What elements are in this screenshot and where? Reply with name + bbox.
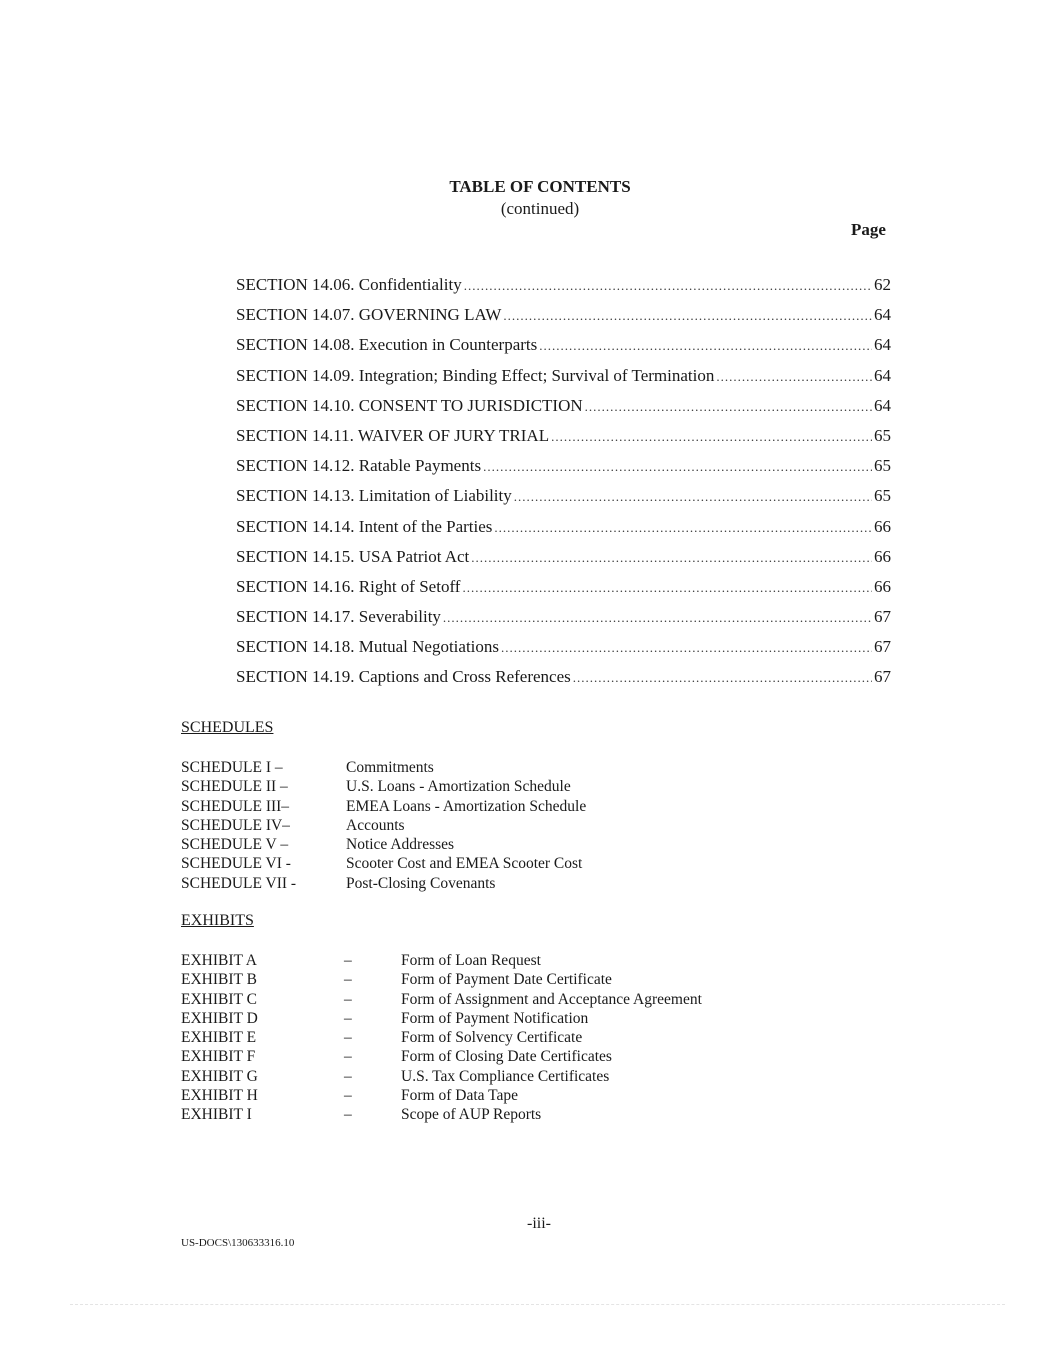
toc-dot-leader	[483, 459, 872, 475]
document-id: US-DOCS\130633316.10	[181, 1237, 295, 1249]
schedule-description: Accounts	[346, 816, 405, 834]
toc-entry-title: SECTION 14.16. Right of Setoff	[236, 576, 461, 596]
toc-entry-page: 64	[874, 335, 891, 355]
toc-entry-title: SECTION 14.13. Limitation of Liability	[236, 486, 512, 506]
exhibit-dash: –	[344, 952, 352, 969]
toc-dot-leader	[503, 308, 872, 324]
exhibit-label: EXHIBIT B	[181, 971, 257, 989]
toc-entry-title: SECTION 14.18. Mutual Negotiations	[236, 637, 500, 657]
exhibit-dash: –	[344, 1067, 352, 1085]
toc-dot-leader	[462, 580, 872, 596]
scan-edge-divider	[70, 1304, 1005, 1305]
toc-entry-title: SECTION 14.09. Integration; Binding Effect; Survival of Termination	[236, 365, 715, 385]
toc-dot-leader	[573, 670, 872, 686]
exhibit-dash: –	[344, 1106, 352, 1124]
toc-dot-leader	[716, 369, 872, 385]
toc-entry-page: 66	[874, 546, 891, 566]
toc-dot-leader	[585, 399, 872, 415]
schedule-description: U.S. Loans - Amortization Schedule	[346, 778, 571, 796]
exhibit-description: Form of Solvency Certificate	[401, 1029, 583, 1047]
toc-dot-leader	[539, 338, 872, 354]
exhibit-description: Form of Assignment and Acceptance Agreement	[401, 990, 702, 1008]
toc-entry-page: 66	[874, 516, 891, 536]
schedule-label: SCHEDULE VII -	[181, 874, 297, 892]
toc-entry	[236, 577, 891, 607]
schedule-description: Notice Addresses	[346, 836, 455, 854]
schedule-description: Commitments	[346, 759, 434, 776]
schedule-label: SCHEDULE II –	[181, 778, 288, 796]
toc-entry	[236, 275, 891, 305]
schedule-item	[181, 816, 586, 835]
exhibit-label: EXHIBIT F	[181, 1048, 256, 1066]
exhibit-label: EXHIBIT G	[181, 1067, 258, 1085]
page-column-label: Page	[851, 220, 886, 239]
toc-entry-title: SECTION 14.14. Intent of the Parties	[236, 516, 493, 536]
schedule-item	[181, 874, 586, 893]
exhibit-label: EXHIBIT H	[181, 1087, 258, 1105]
toc-dot-leader	[464, 278, 872, 294]
toc-subtitle: (continued)	[500, 199, 580, 218]
toc-dot-leader	[471, 550, 872, 566]
toc-entry	[236, 607, 891, 637]
toc-list	[236, 275, 891, 698]
exhibit-item	[181, 1047, 702, 1066]
toc-dot-leader	[551, 429, 872, 445]
exhibit-item	[181, 1105, 702, 1124]
toc-entry-page: 65	[874, 456, 891, 476]
schedules-heading: SCHEDULES	[181, 719, 274, 736]
toc-entry-title: SECTION 14.15. USA Patriot Act	[236, 546, 470, 566]
toc-entry-title: SECTION 14.07. GOVERNING LAW	[236, 305, 502, 325]
toc-entry-title: SECTION 14.10. CONSENT TO JURISDICTION	[236, 395, 583, 415]
exhibit-label: EXHIBIT I	[181, 1106, 252, 1124]
schedule-description: Post-Closing Covenants	[346, 874, 496, 892]
exhibit-dash: –	[344, 1048, 352, 1066]
exhibit-item	[181, 1086, 702, 1105]
schedule-description: EMEA Loans - Amortization Schedule	[346, 797, 587, 815]
exhibit-label: EXHIBIT C	[181, 990, 257, 1008]
toc-title: TABLE OF CONTENTS	[449, 177, 631, 196]
toc-entry-title: SECTION 14.08. Execution in Counterparts	[236, 335, 538, 355]
schedule-item	[181, 797, 586, 816]
schedule-label: SCHEDULE I –	[181, 759, 283, 776]
exhibit-description: Form of Payment Date Certificate	[401, 971, 612, 989]
exhibit-description: Form of Closing Date Certificates	[401, 1048, 612, 1066]
schedule-label: SCHEDULE III–	[181, 797, 290, 815]
exhibit-description: U.S. Tax Compliance Certificates	[401, 1067, 610, 1085]
exhibit-dash: –	[344, 1029, 352, 1047]
exhibit-label: EXHIBIT A	[181, 952, 257, 969]
schedule-label: SCHEDULE VI -	[181, 855, 291, 873]
toc-entry-page: 67	[874, 667, 891, 687]
toc-entry	[236, 517, 891, 547]
schedule-item	[181, 854, 586, 873]
exhibit-description: Form of Loan Request	[401, 952, 541, 969]
toc-entry-page: 67	[874, 637, 891, 657]
toc-entry	[236, 667, 891, 697]
toc-dot-leader	[443, 610, 872, 626]
toc-entry-title: SECTION 14.17. Severability	[236, 607, 441, 627]
toc-entry	[236, 335, 891, 365]
exhibit-dash: –	[344, 971, 352, 989]
toc-entry-page: 66	[874, 576, 891, 596]
toc-entry	[236, 637, 891, 667]
toc-entry-title: SECTION 14.19. Captions and Cross References	[236, 667, 571, 687]
schedule-label: SCHEDULE V –	[181, 836, 289, 854]
toc-dot-leader	[514, 489, 872, 505]
exhibit-item	[181, 1067, 702, 1086]
toc-entry-title: SECTION 14.12. Ratable Payments	[236, 456, 482, 476]
toc-entry-page: 64	[874, 395, 891, 415]
toc-dot-leader	[494, 520, 872, 536]
exhibit-description: Scope of AUP Reports	[401, 1106, 542, 1124]
toc-entry	[236, 366, 891, 396]
toc-entry-title: SECTION 14.06. Confidentiality	[236, 275, 462, 294]
toc-entry-title: SECTION 14.11. WAIVER OF JURY TRIAL	[236, 425, 550, 445]
toc-entry-page: 64	[874, 305, 891, 325]
exhibit-label: EXHIBIT D	[181, 1009, 258, 1027]
toc-entry	[236, 396, 891, 426]
exhibit-dash: –	[344, 1087, 352, 1105]
toc-entry	[236, 426, 891, 456]
schedule-item	[181, 777, 586, 796]
toc-entry-page: 65	[874, 425, 891, 445]
exhibit-dash: –	[344, 1009, 352, 1027]
exhibit-item	[181, 951, 702, 970]
toc-entry-page: 62	[874, 275, 891, 294]
toc-entry	[236, 547, 891, 577]
exhibits-heading: EXHIBITS	[181, 912, 254, 929]
exhibit-item	[181, 970, 702, 989]
toc-entry-page: 67	[874, 607, 891, 627]
exhibit-label: EXHIBIT E	[181, 1029, 257, 1047]
schedules-list	[181, 758, 586, 893]
exhibit-dash: –	[344, 990, 352, 1008]
page-number: -iii-	[527, 1215, 551, 1232]
exhibit-description: Form of Payment Notification	[401, 1009, 589, 1027]
toc-entry	[236, 456, 891, 486]
exhibit-item	[181, 990, 702, 1009]
exhibit-description: Form of Data Tape	[401, 1087, 518, 1105]
exhibits-list	[181, 951, 702, 1125]
schedule-description: Scooter Cost and EMEA Scooter Cost	[346, 855, 583, 873]
exhibit-item	[181, 1009, 702, 1028]
schedule-label: SCHEDULE IV–	[181, 816, 290, 834]
toc-entry	[236, 486, 891, 516]
toc-entry-page: 64	[874, 365, 891, 385]
exhibit-item	[181, 1028, 702, 1047]
toc-entry-page: 65	[874, 486, 891, 506]
toc-dot-leader	[501, 640, 872, 656]
schedule-item	[181, 835, 586, 854]
toc-entry	[236, 305, 891, 335]
schedule-item	[181, 758, 586, 777]
